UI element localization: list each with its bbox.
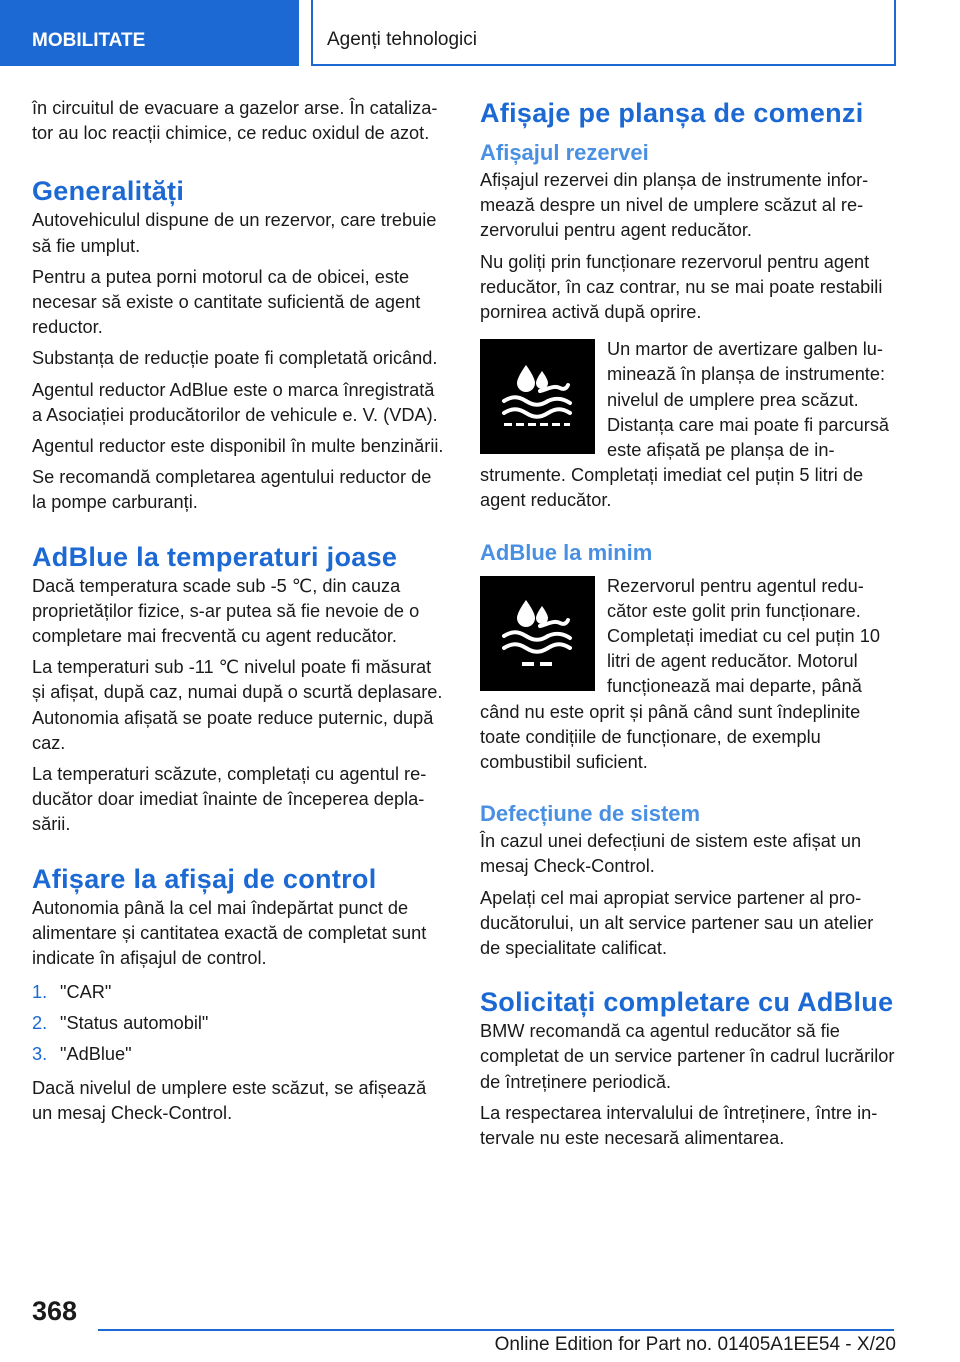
paragraph: Rezervorul pentru agentul reducător este golit prin funcționare. Completați imediat cu cel puțin 10 litri de agent reducător. Motorul funcționează mai departe, până când nu este oprit și până când sunt îndeplinite toate condițiile de funcționare, de exemplu combustibil suficient. [480,575,880,773]
step-text: "CAR" [60,982,112,1003]
step-number: 2. [32,1013,48,1034]
heading-reserve-display: Afișajul rezervei [480,140,649,165]
paragraph: Dacă nivelul de umplere este scăzut, se afișează un mesaj Check-Control. [32,1078,427,1124]
paragraph: Apelați cel mai apropiat service partener al producătorului, un alt service partener sau un atelier de specialitate calificat. [480,887,874,959]
adblue-reserve-warning-icon [480,339,595,454]
paragraph: La respectarea intervalului de întreținere, între intervale nu este necesară alimentarea. [480,1102,878,1149]
edition-text: Online Edition for Part no. 01405A1EE54 - X/20 [494,1334,896,1355]
paragraph: Se recomandă completarea agentului reductor de la pompe carburanți. [32,467,432,513]
paragraph: Autovehiculul dispune de un rezervor, care trebuie să fie umplut. [32,210,437,256]
step-text: "AdBlue" [60,1044,132,1065]
paragraph: Pentru a putea porni motorul ca de obicei, este necesar să existe o cantitate suficientă de agent reductor. [32,266,421,338]
footer-divider [98,1329,894,1331]
adblue-minimum-warning-icon [480,576,595,691]
paragraph: în circuitul de evacuare a gazelor arse. În catalizator au loc reacții chimice, ce reduc oxidul de azot. [32,98,438,144]
list-item [32,977,448,1008]
paragraph: La temperaturi sub -11 ℃ nivelul poate fi măsurat și afișat, după caz, numai după o scurtă deplasare. Autonomia afișată se poate reduce puternic, după caz. [32,657,443,753]
right-column [480,96,896,1157]
chapter-title: Agenți tehnologici [311,0,896,66]
left-column [32,96,448,1133]
paragraph: Substanța de reducție poate fi completată oricând. [32,348,438,369]
paragraph: Agentul reductor este disponibil în multe benzinării. [32,436,444,457]
step-number: 3. [32,1044,48,1065]
heading-system-fault: Defecțiune de sistem [480,801,701,827]
section-tab: MOBILITATE [0,0,299,66]
heading-adblue-minimum: AdBlue la minim [480,539,653,565]
list-item [32,1039,448,1070]
steps-list [32,977,448,1070]
paragraph: Agentul reductor AdBlue este o marca înregistrată a Asociației producătorilor de vehicule e. V. (VDA). [32,379,438,425]
heading-general: Generalități [32,176,185,207]
list-item [32,1008,448,1039]
paragraph: Nu goliți prin funcționare rezervorul pentru agent reducător, în caz contrar, nu se mai poate restabili pornirea activă după oprire. [480,251,883,323]
paragraph: BMW recomandă ca agentul reducător să fie completat de un service partener în cadrul lucrărilor de întreținere periodică. [480,1021,895,1092]
paragraph: Un martor de avertizare galben luminează în planșa de instrumente: nivelul de umplere prea scăzut. Distanța care mai poate fi parcursă este afișată pe planșa de instrumente. Completați imediat cel puțin 5 litri de agent reducător. [480,339,890,511]
page-number: 368 [32,1296,78,1326]
paragraph: Autonomia până la cel mai îndepărtat punct de alimentare și cantitatea exactă de completat sunt indicate în afișajul de control. [32,897,427,969]
heading-request-refill: Solicitați completare cu AdBlue [480,987,894,1018]
paragraph: Dacă temperatura scade sub -5 ℃, din cauza proprietăților fizice, s-ar putea să fie nevoie de o completare mai frecventă cu agent reducător. [32,575,420,647]
paragraph: Afișajul rezervei din planșa de instrumente informează despre un nivel de umplere scăzut al rezervorului pentru agent reducător. [480,170,869,241]
step-text: "Status automobil" [60,1013,209,1034]
step-number: 1. [32,982,48,1003]
heading-control-display: Afișare la afișaj de control [32,863,377,894]
paragraph: La temperaturi scăzute, completați cu agentul reducător doar imediat înainte de începerea deplasării. [32,764,427,835]
heading-instrument-panel: Afișaje pe planșa de comenzi [480,98,864,128]
heading-low-temperatures: AdBlue la temperaturi joase [32,541,398,572]
paragraph: În cazul unei defecțiuni de sistem este afișat un mesaj Check-Control. [480,831,862,877]
